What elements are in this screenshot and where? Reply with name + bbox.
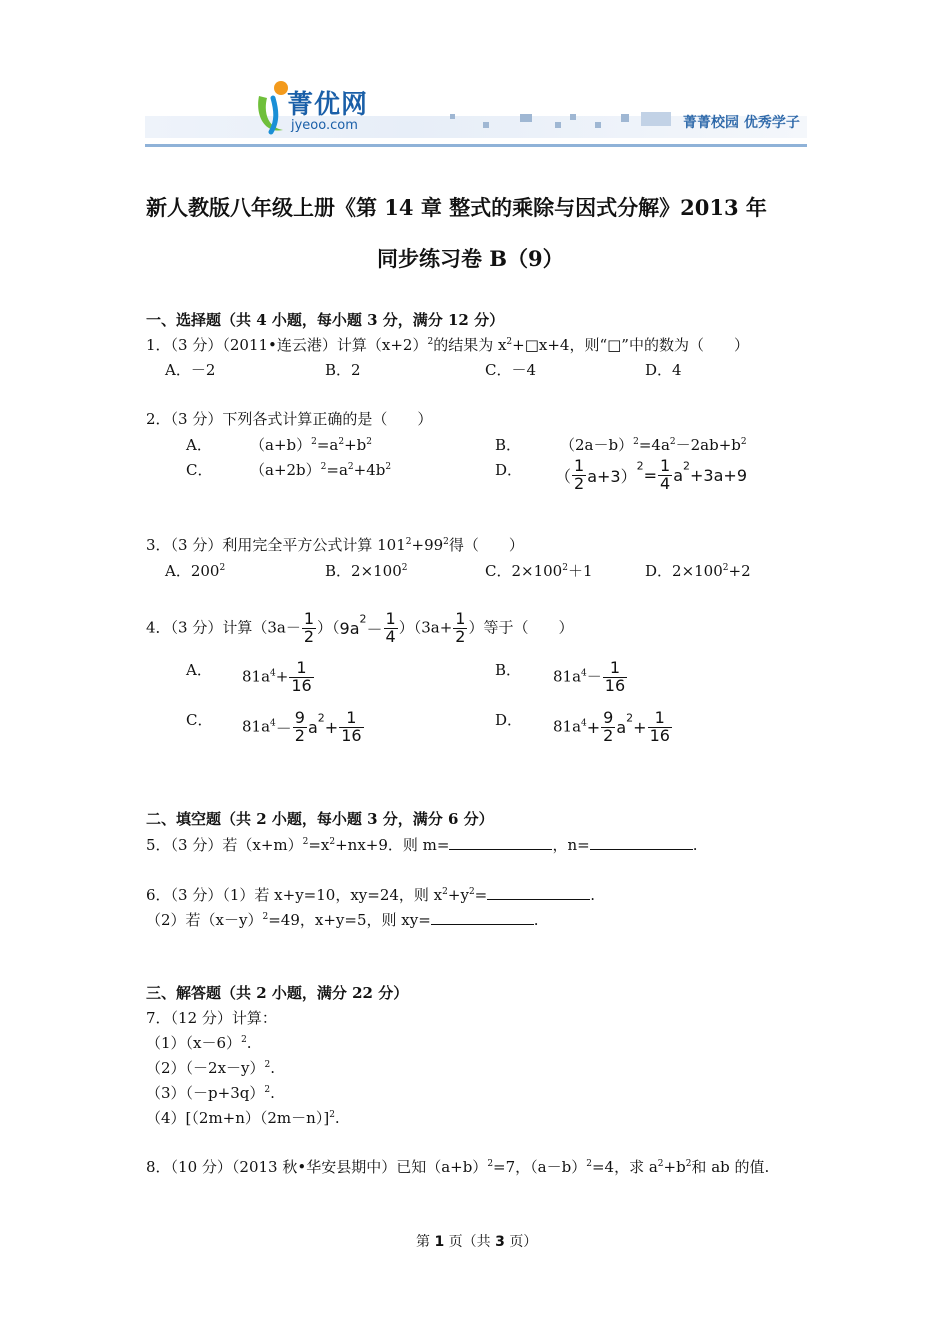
q2-option-b-expression: $(2a-b)^2=4a^2-2ab+b^2$: [560, 436, 747, 454]
q8-text: =4，求 a: [591, 1158, 658, 1176]
q4-text: ）（3a+: [398, 618, 453, 637]
q6-answer-blank-2[interactable]: [431, 910, 534, 925]
question-4-stem: 4．（3 分）计算（3a－ $\frac{1}{2}$ ）（$9a^2-$ $\frac{1}{4}$ ）（3a+ $\frac{1}{2}$ ）等于（ ）: [146, 609, 574, 646]
q6-text: =49，x+y=5，则 xy=: [268, 911, 431, 929]
q4-text: 4．（3 分）计算（3a－: [146, 618, 301, 637]
q7-item-tail: .: [270, 1059, 276, 1077]
banner-slogan: 菁菁校园 优秀学子: [683, 115, 800, 131]
question-5: 5．（3 分）若$(x+m)^2=x^2+nx+9$．则 m= ，n= .: [146, 836, 698, 854]
q7-item-text: （3）（－p+3q）: [146, 1084, 265, 1102]
q3-text: +99: [411, 536, 444, 554]
q5-text: =x: [308, 836, 330, 854]
q4-option-c[interactable]: C．: [186, 711, 213, 729]
footer-text: 页）: [509, 1234, 538, 1250]
paper-title-line1: 新人教版八年级上册《第 14 章 整式的乘除与因式分解》2013 年: [146, 195, 767, 220]
footer-page-number: 1: [434, 1234, 445, 1250]
header-banner: [145, 78, 807, 148]
q3-text: 得（ ）: [448, 536, 524, 554]
q7-item-tail: .: [246, 1034, 252, 1052]
question-6-part2: （2）若$(x-y)^2=49$，x+y=5，则 xy= .: [146, 911, 539, 929]
q4-option-d[interactable]: D．: [495, 711, 523, 729]
q6-text: .: [590, 886, 596, 904]
q6-answer-blank-1[interactable]: [487, 885, 590, 900]
q6-text: .: [533, 911, 539, 929]
q2-option-c-expression: $(a+2b)^2=a^2+4b^2$: [250, 461, 392, 479]
q4-option-c-expression: $81a^4-$ $\frac{9}{2}$ $a^2+$ $\frac{1}{16}$: [242, 708, 362, 745]
q5-text: .: [692, 836, 698, 854]
q6-text: =: [474, 886, 488, 904]
q4-option-d-expression: $81a^4+$ $\frac{9}{2}$ $a^2+$ $\frac{1}{16}$: [553, 708, 670, 745]
banner-square-decoration: [621, 114, 629, 122]
q1-text: +□x+4，则“□”中的数为（ ）: [512, 336, 749, 354]
q1-option-b[interactable]: B．2: [325, 361, 361, 379]
q7-item-text: （1）（x－6）: [146, 1034, 242, 1052]
q1-option-a[interactable]: A．－2: [165, 361, 216, 379]
q7-item-3: $(3)(-p+3q)^2$.: [146, 1084, 275, 1102]
q3-sup: 2: [405, 537, 412, 547]
q2-option-a-expression: $(a+b)^2=a^2+b^2$: [250, 436, 373, 454]
q2-option-a[interactable]: A．: [186, 436, 212, 454]
q4-option-b-expression: $81a^4-$ $\frac{1}{16}$: [553, 658, 626, 695]
question-7-stem: 7．（12 分）计算：: [146, 1009, 277, 1027]
q3-option-b[interactable]: B．$2\times 100^2$: [325, 562, 408, 580]
q7-item-1: $(1)(x-6)^2$.: [146, 1034, 252, 1052]
q6-text: 6．（3 分）（1）若 x+y=10，xy=24，则 x: [146, 886, 443, 904]
q3-text: 3．（3 分）利用完全平方公式计算 101: [146, 536, 406, 554]
q4-text: ）等于（ ）: [468, 618, 574, 637]
q5-text: 5．（3 分）若（x+m）: [146, 836, 303, 854]
q7-item-tail: .: [270, 1084, 275, 1102]
q7-item-text: （2）（－2x－y）: [146, 1059, 265, 1077]
section-heading-solve: 三、解答题（共 2 小题，满分 22 分）: [146, 984, 409, 1002]
logo-text-en: jyeoo.com: [291, 118, 358, 133]
banner-square-decoration: [520, 114, 532, 122]
q2-option-c[interactable]: C．: [186, 461, 213, 479]
q1-sup: 2: [427, 337, 434, 347]
q4-text: ）（: [317, 618, 340, 637]
question-2-stem: 2．（3 分）下列各式计算正确的是（ ）: [146, 410, 433, 428]
q7-item-4: $(4)[(2m+n)(2m-n)]^2$.: [146, 1109, 340, 1127]
q3-option-c[interactable]: C．$2\times 100^2+1$: [485, 562, 593, 580]
question-3-stem: [146, 534, 524, 555]
banner-square-decoration: [595, 122, 601, 128]
q8-text: 和 ab 的值.: [691, 1158, 770, 1176]
q7-item-text: （4）[（2m+n）（2m－n）]: [146, 1109, 330, 1127]
logo-text-cn: 菁优网: [287, 90, 369, 120]
banner-square-decoration: [555, 122, 561, 128]
q5-answer-blank-n[interactable]: [590, 835, 693, 850]
q7-item-tail: .: [334, 1109, 340, 1127]
question-6-part1: 6．（3 分）（1）若 x+y=10，xy=24，则 $x^2+y^2=$ .: [146, 886, 596, 904]
banner-square-decoration: [641, 112, 671, 126]
q1-sup: 2: [506, 337, 513, 347]
q2-option-d[interactable]: D．: [495, 461, 523, 479]
q4-option-b[interactable]: B．: [495, 661, 522, 679]
section-heading-fill: 二、填空题（共 2 小题，每小题 3 分，满分 6 分）: [146, 810, 494, 828]
q5-text: ，n=: [552, 836, 590, 854]
q5-answer-blank-m[interactable]: [449, 835, 552, 850]
page-footer: [416, 1231, 537, 1251]
footer-text: 第: [416, 1234, 430, 1250]
q7-item-2: $(2)(-2x-y)^2$.: [146, 1059, 276, 1077]
q6-text: +y: [447, 886, 469, 904]
section-heading-choice: 一、选择题（共 4 小题，每小题 3 分，满分 12 分）: [146, 311, 505, 329]
q5-text: +nx+9．则 m=: [335, 836, 450, 854]
footer-total-pages: 3: [495, 1234, 505, 1250]
q8-text: 8．（10 分）（2013 秋•华安县期中）已知（a+b）: [146, 1158, 488, 1176]
q1-text: 的结果为 x: [433, 336, 507, 354]
q1-option-d[interactable]: D．4: [645, 361, 682, 379]
q3-option-a[interactable]: A．$200^2$: [165, 562, 226, 580]
q2-option-b[interactable]: B．: [495, 436, 522, 454]
footer-text: 页（共: [448, 1234, 491, 1250]
banner-rule: [145, 144, 807, 147]
q8-text: =7，（a－b）: [493, 1158, 587, 1176]
question-8: 8．（10 分）（2013 秋•华安县期中）已知$(a+b)^2=7$，$(a-b)^2=4$，求 $a^2+b^2$和 ab 的值.: [146, 1158, 770, 1176]
q1-text: 1．（3 分）（2011•连云港）计算（x+2）: [146, 336, 428, 354]
banner-square-decoration: [483, 122, 489, 128]
banner-square-decoration: [450, 114, 455, 119]
q3-sup: 2: [443, 537, 449, 547]
q8-text: +b: [663, 1158, 686, 1176]
q3-option-d[interactable]: D．$2\times 100^2+2$: [645, 562, 751, 580]
question-1-stem: [146, 334, 749, 355]
banner-square-decoration: [570, 114, 576, 120]
paper-title-line2: 同步练习卷 B（9）: [377, 246, 564, 271]
q4-option-a-expression: $81a^4+$ $\frac{1}{16}$: [242, 658, 312, 695]
q1-option-c[interactable]: C．－4: [485, 361, 537, 379]
q2-option-d-expression: （ $\frac{1}{2}$ a+3）$^2$= $\frac{1}{4}$ $a^2+3a+9$: [555, 456, 747, 493]
q4-option-a[interactable]: A．: [186, 661, 212, 679]
q6-text: （2）若（x－y）: [146, 911, 263, 929]
